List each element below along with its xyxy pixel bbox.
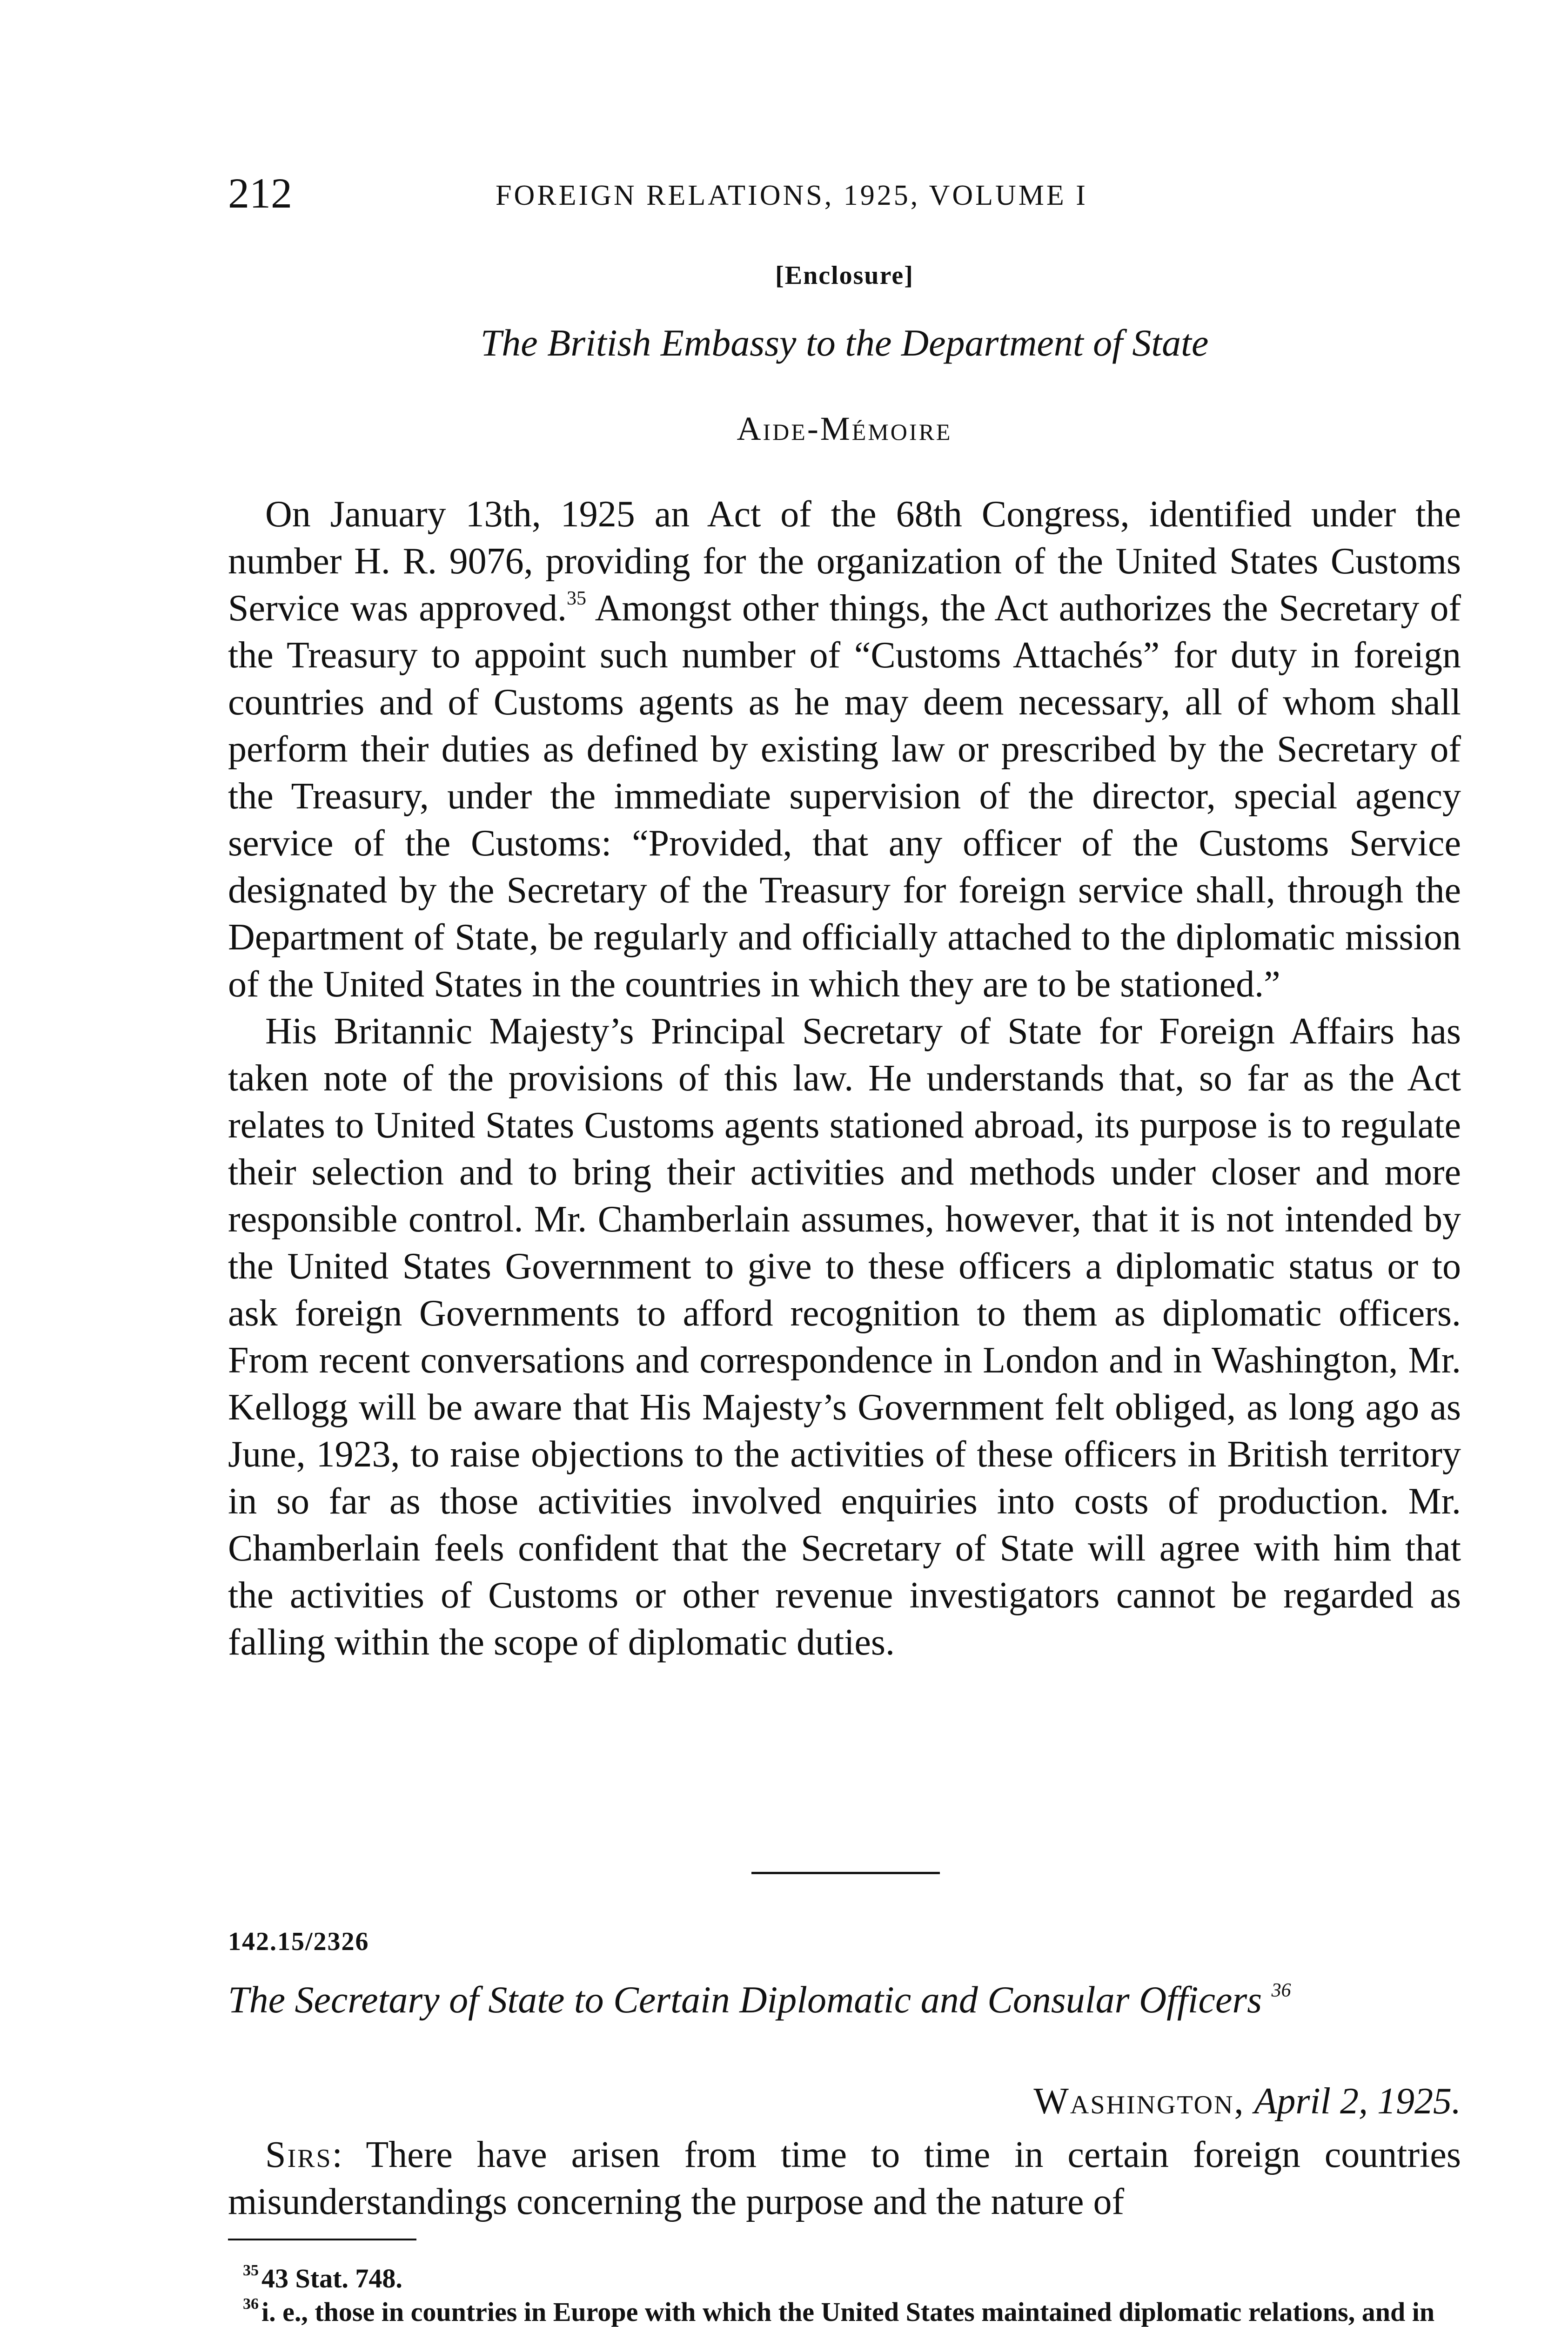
footnote-36-text: i. e., those in countries in Europe with which the United States maintained diplomatic relations, and in [261, 2297, 1435, 2327]
file-number: 142.15/2326 [228, 1927, 369, 1956]
second-document-opening-paragraph [228, 2132, 1461, 2226]
page-header [228, 168, 1461, 219]
enclosure-label: [Enclosure] [775, 261, 914, 290]
footnotes [228, 2262, 1461, 2327]
second-document-body [228, 2132, 1461, 2226]
running-head: FOREIGN RELATIONS, 1925, VOLUME I [496, 180, 1088, 211]
footnote-35 [228, 2262, 1461, 2295]
page-number: 212 [228, 169, 292, 217]
footnote-35-text: 43 Stat. 748. [261, 2263, 402, 2293]
section-divider [751, 1872, 940, 1874]
document-type: Aide-Mémoire [737, 410, 952, 447]
footnote-marker-35: 35 [243, 2262, 259, 2279]
paragraph-1-text: On January 13th, 1925 an Act of the 68th Congress, identified under the number H. R. 9076, providing for the organization of the United States Customs Service was approved. [228, 494, 1461, 629]
aide-memoire-body [228, 491, 1461, 1666]
dateline-place: Washington, [1033, 2081, 1245, 2122]
second-document-title-text: The Secretary of State to Certain Diplomatic and Consular Officers [228, 1978, 1262, 2021]
footnote-36 [228, 2295, 1461, 2327]
dateline-date: April 2, 1925. [1254, 2081, 1461, 2122]
second-document-title [228, 1978, 1461, 2022]
footnote-divider [228, 2239, 416, 2240]
dateline [1033, 2080, 1461, 2123]
opening-text: : There have arisen from time to time in certain foreign countries misunderstandings concerning the purpose and the nature of [228, 2134, 1461, 2222]
footnote-reference-36: 36 [1271, 1980, 1291, 2001]
aide-memoire-paragraph-2: His Britannic Majesty’s Principal Secretary of State for Foreign Affairs has taken note of the provisions of this law. He understands that, so far as the Act relates to United States Customs agents stationed abroad, its purpose is to regulate their selection and to bring their activities and methods under closer and more responsible control. Mr. Chamberlain assumes, however, that it is not intended by the United States Government to give to these officers a diplomatic status or to ask foreign Governments to afford recognition to them as diplomatic officers. From recent conversations and correspondence in London and in Washington, Mr. Kellogg will be aware that His Majesty’s Government felt obliged, as long ago as June, 1923, to raise objections to the activities of these officers in British territory in so far as those activities involved enquiries into costs of production. Mr. Chamberlain feels confident that the Secretary of State will agree with him that the activities of Customs or other revenue investigators cannot be regarded as falling within the scope of diplomatic duties. [228, 1011, 1461, 1663]
footnote-marker-36: 36 [243, 2295, 259, 2313]
salutation: Sirs [265, 2134, 332, 2175]
document-title: The British Embassy to the Department of State [480, 322, 1209, 364]
footnote-reference-35: 35 [566, 588, 586, 609]
aide-memoire-paragraph-1 [228, 491, 1461, 1008]
paragraph-1-continuation: Amongst other things, the Act authorizes the Secretary of the Treasury to appoint such number of “Customs Attachés” for duty in foreign countries and of Customs agents as he may deem necessary, all of whom shall perform their duties as defined by existing law or prescribed by the Secretary of the Treasury, under the immediate supervision of the director, special agency service of the Customs: “Provided, that any officer of the Customs Service designated by the Secretary of the Treasury for foreign service shall, through the Department of State, be regularly and officially attached to the diplomatic mission of the United States in the countries in which they are to be stationed.” [228, 588, 1461, 1005]
